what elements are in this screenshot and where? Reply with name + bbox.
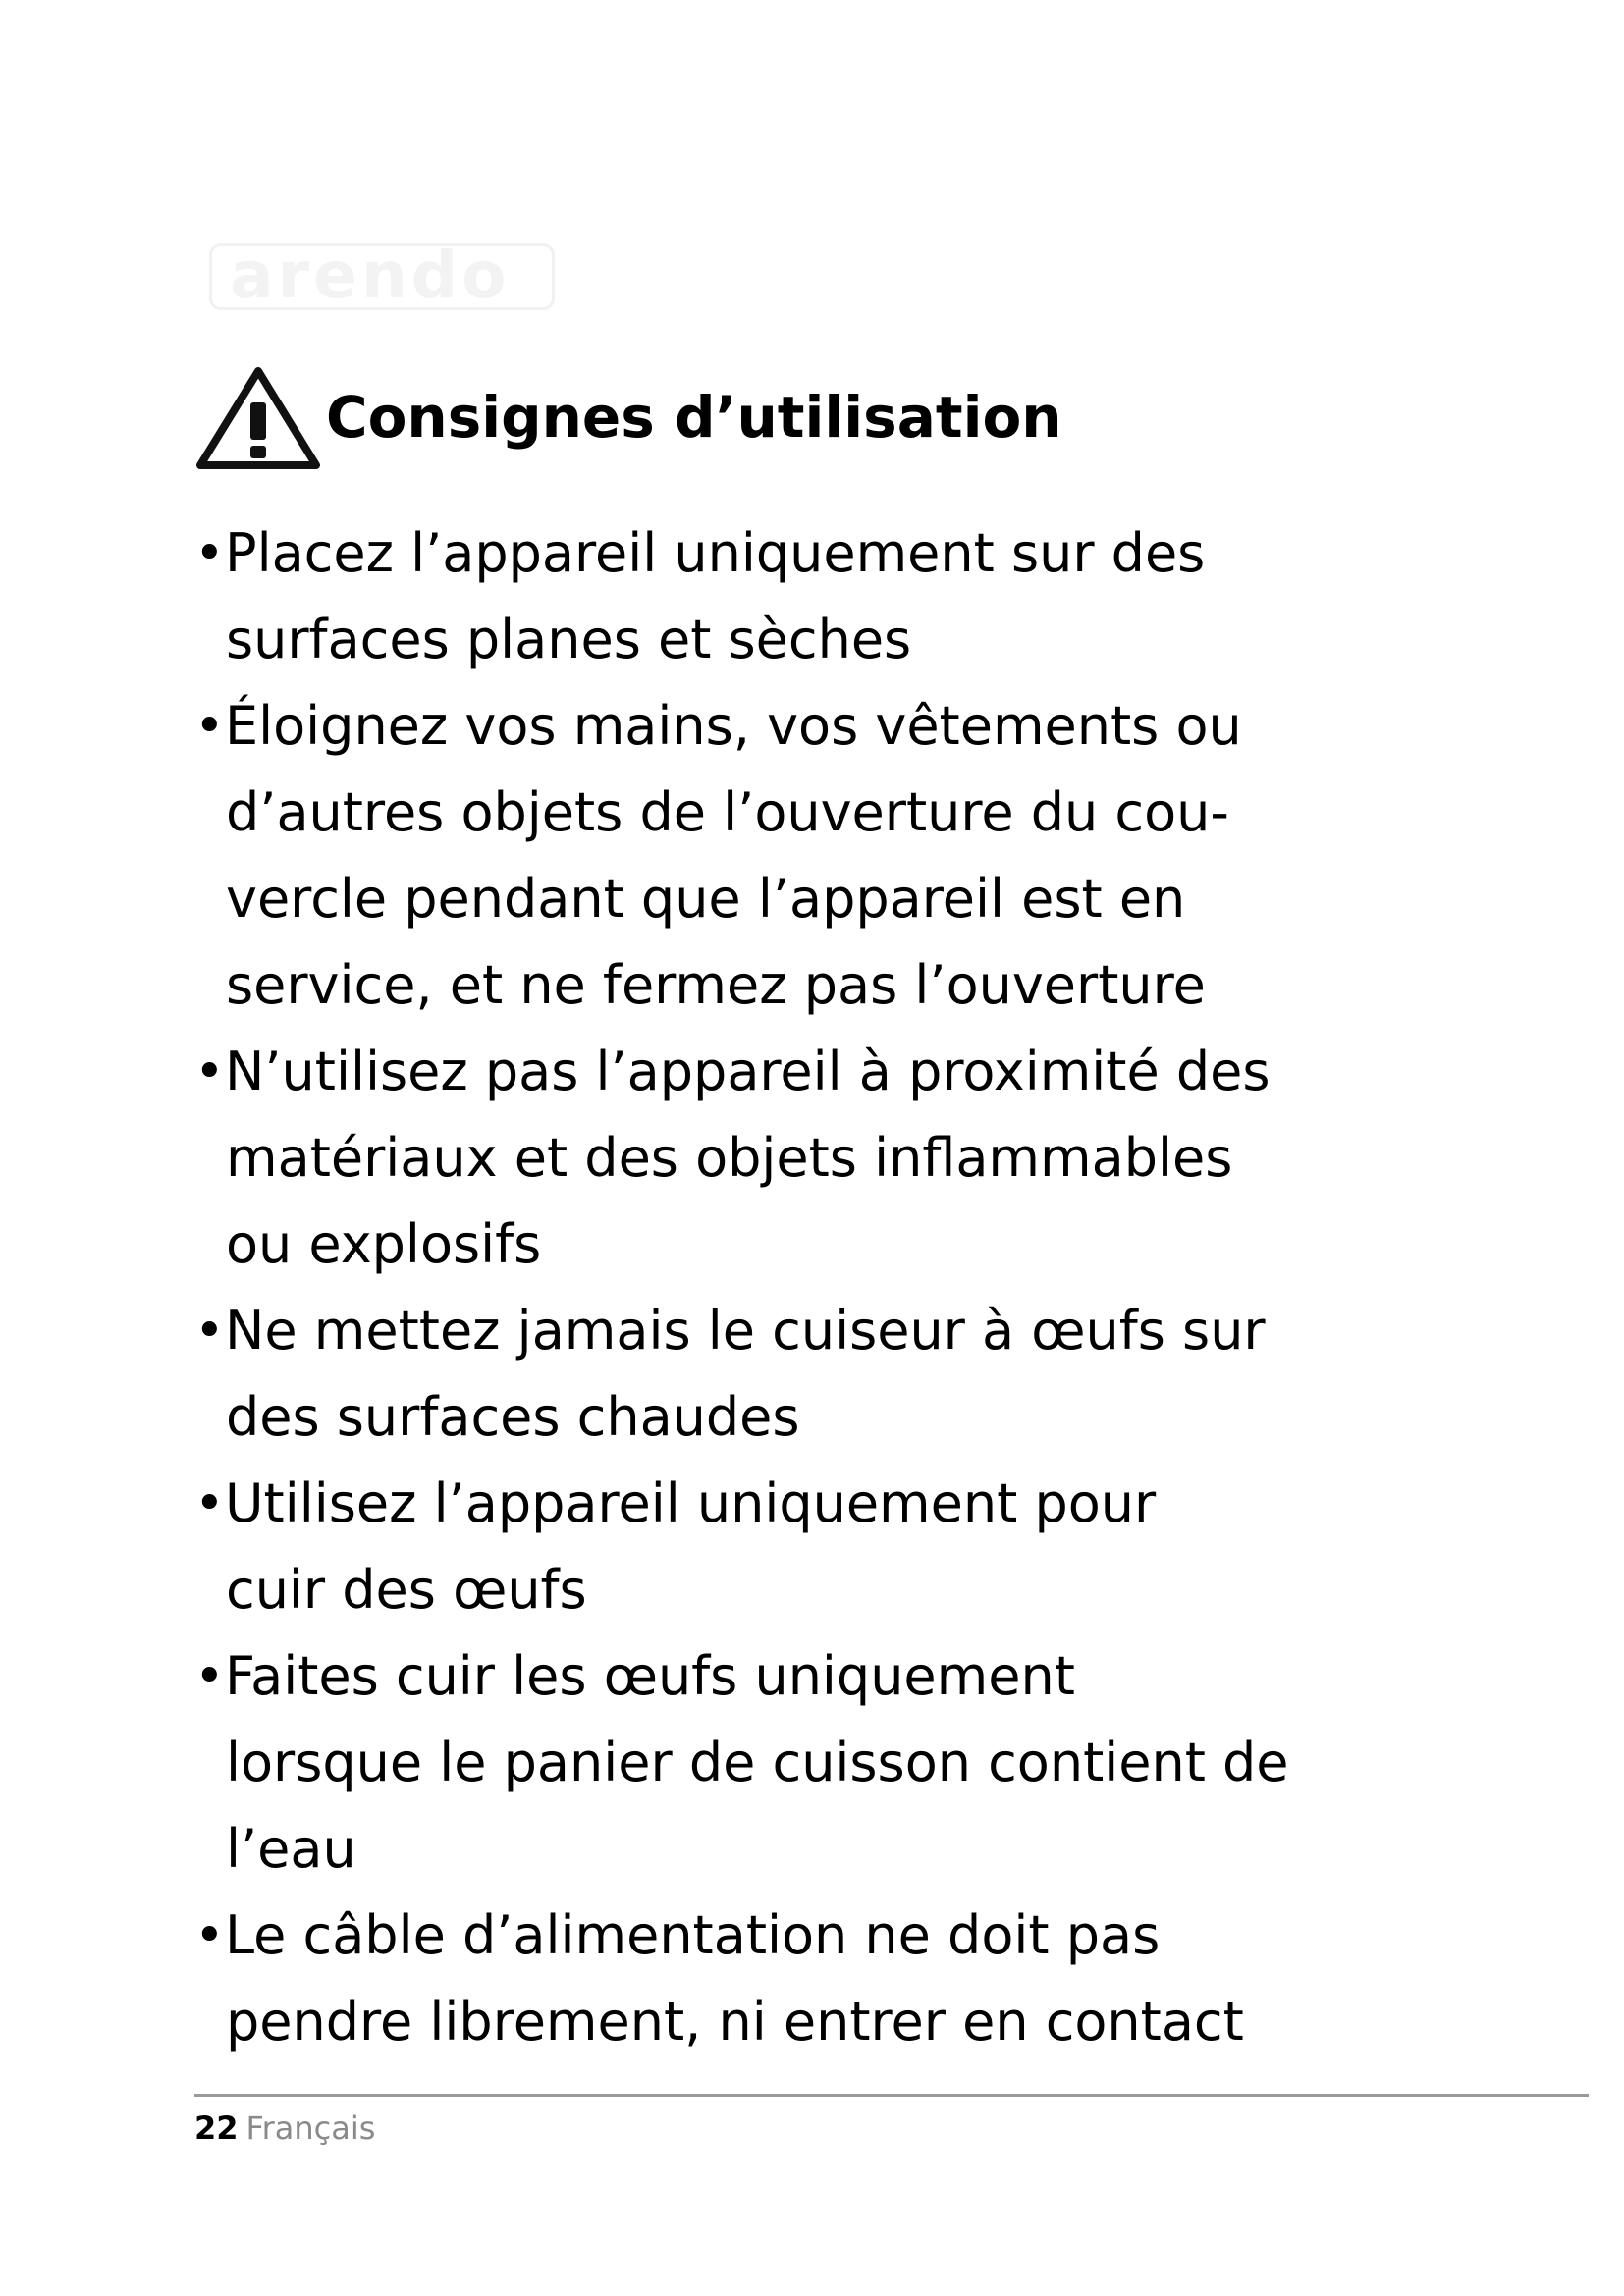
- footer-divider: [194, 2094, 1589, 2097]
- warning-triangle-icon: [194, 363, 322, 471]
- brand-logo: [209, 238, 555, 313]
- instruction-item: [194, 683, 1461, 1029]
- bullet-mark: •: [194, 1647, 225, 1706]
- instruction-text: [226, 1288, 1461, 1461]
- instruction-item: [194, 1893, 1461, 2065]
- instruction-line: Ne mettez jamais le cuiseur à œufs sur: [225, 1300, 1266, 1362]
- instruction-text: [226, 510, 1461, 683]
- instruction-line: Faites cuir les œufs uniquement: [225, 1645, 1075, 1707]
- instruction-line: vercle pendant que l’appareil est en: [226, 868, 1186, 930]
- instruction-item: [194, 1288, 1461, 1461]
- bullet-mark: •: [194, 1906, 225, 1965]
- instruction-item: [194, 1461, 1461, 1633]
- instruction-list: [194, 510, 1461, 2065]
- instruction-text: [226, 1893, 1461, 2065]
- section-title: Consignes d’utilisation: [326, 384, 1062, 451]
- bullet-mark: •: [194, 524, 225, 583]
- page-language: Français: [245, 2109, 376, 2147]
- instruction-item: [194, 510, 1461, 683]
- brand-logo-text: arendo: [230, 238, 511, 313]
- page-number: 22: [194, 2109, 239, 2147]
- instruction-line: surfaces planes et sèches: [226, 609, 912, 670]
- instruction-text: [226, 1029, 1461, 1288]
- instruction-line: lorsque le panier de cuisson contient de: [226, 1732, 1289, 1793]
- instruction-item: [194, 1633, 1461, 1893]
- instruction-line: N’utilisez pas l’appareil à proximité des: [225, 1041, 1271, 1102]
- instruction-line: d’autres objets de l’ouverture du cou-: [226, 781, 1229, 843]
- bullet-mark: •: [194, 697, 225, 756]
- instruction-item: [194, 1029, 1461, 1288]
- instruction-text: [226, 1633, 1461, 1893]
- instruction-line: Utilisez l’appareil uniquement pour: [225, 1472, 1157, 1534]
- bullet-mark: •: [194, 1474, 225, 1533]
- instruction-line: Placez l’appareil uniquement sur des: [225, 522, 1206, 584]
- instruction-line: matériaux et des objets inflammables: [226, 1127, 1233, 1189]
- bullet-mark: •: [194, 1302, 225, 1361]
- instruction-text: [226, 683, 1461, 1029]
- instruction-line: Éloignez vos mains, vos vêtements ou: [225, 695, 1242, 757]
- instruction-line: cuir des œufs: [226, 1559, 587, 1621]
- instruction-line: service, et ne fermez pas l’ouverture: [226, 954, 1206, 1016]
- page-footer: [194, 2109, 375, 2148]
- section-heading: [194, 363, 1062, 471]
- instruction-line: Le câble d’alimentation ne doit pas: [225, 1904, 1161, 1966]
- instruction-line: l’eau: [226, 1818, 356, 1880]
- instruction-line: pendre librement, ni entrer en contact: [226, 1991, 1244, 2053]
- instruction-text: [226, 1461, 1461, 1633]
- instruction-line: des surfaces chaudes: [226, 1386, 800, 1448]
- instruction-line: ou explosifs: [226, 1213, 542, 1275]
- bullet-mark: •: [194, 1042, 225, 1101]
